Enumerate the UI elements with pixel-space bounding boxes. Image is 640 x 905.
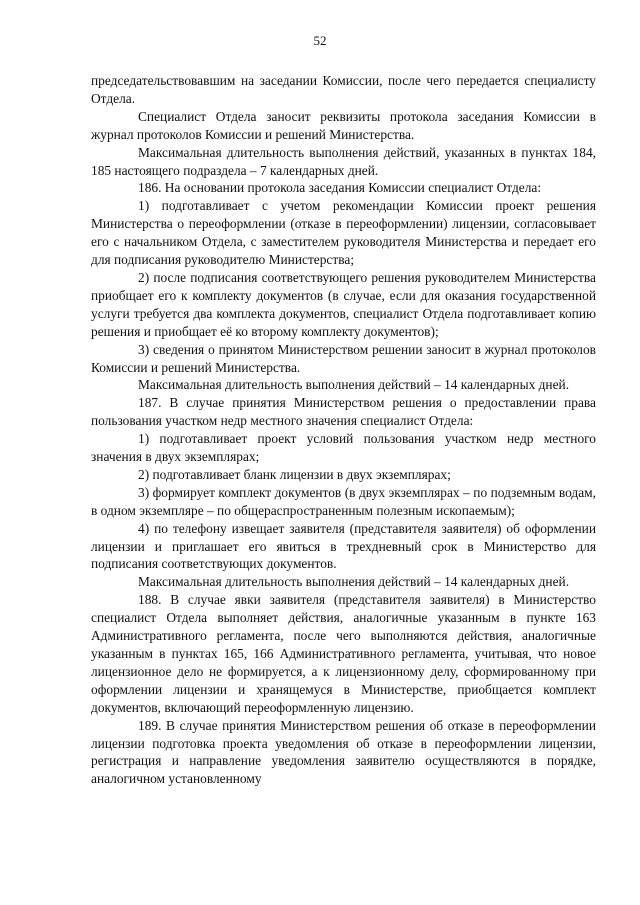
paragraph-4: 186. На основании протокола заседания Комиссии специалист Отдела: (138, 180, 542, 196)
paragraph-1: председательствовавшим на заседании Комиссии, после чего передается специалисту Отдела. (91, 73, 596, 106)
page-number: 52 (313, 33, 327, 48)
paragraph-3: Максимальная длительность выполнения действий, указанных в пунктах 184, 185 настоящего подраздела – 7 календарных дней. (91, 144, 596, 178)
document-body (91, 72, 596, 788)
paragraph-13: 4) по телефону извещает заявителя (представителя заявителя) об оформлении лицензии и приглашает его явиться в трехдневный срок в Министерство для подписания соответствующих документов. (91, 520, 596, 572)
paragraph-16: 189. В случае принятия Министерством решения об отказе в переоформлении лицензии подготовка проекта уведомления об отказе в переоформлении лицензии, регистрация и направление уведомления заявителю осуществляются в порядке, аналогичном установленному (91, 717, 596, 787)
paragraph-2: Специалист Отдела заносит реквизиты протокола заседания Комиссии в журнал протоколов Комиссии и решений Министерства. (91, 108, 596, 142)
paragraph-7: 3) сведения о принятом Министерством решении заносит в журнал протоколов Комиссии и решений Министерства. (91, 341, 596, 375)
paragraph-11: 2) подготавливает бланк лицензии в двух экземплярах; (138, 466, 451, 482)
paragraph-6: 2) после подписания соответствующего решения руководителем Министерства приобщает его к комплекту документов (в случае, если для оказания государственной услуги требуется два комплекта документов, специалист Отдела подготавливает копию решения и приобщает её ко второму комплекту документов); (91, 269, 596, 339)
paragraph-10: 1) подготавливает проект условий пользования участком недр местного значения в двух экземплярах; (91, 431, 596, 465)
paragraph-15: 188. В случае явки заявителя (представителя заявителя) в Министерство специалист Отдела выполняет действия, аналогичные указанным в пункте 163 Административного регламента, после чего выполняются действия, аналогичные указанным в пунктах 165, 166 Административного регламента, учитывая, что новое лицензионное дело не формируется, а к лицензионному делу, сформированному при оформлении лицензии и хранящемуся в Министерстве, приобщается комплект документов, включающий переоформленную лицензию. (91, 592, 596, 715)
paragraph-14: Максимальная длительность выполнения действий – 14 календарных дней. (138, 574, 570, 590)
paragraph-5: 1) подготавливает с учетом рекомендации Комиссии проект решения Министерства о переоформлении (отказе в переоформлении) лицензии, согласовывает его с начальником Отдела, с заместителем руководителя Министерства и передает его для подписания руководителю Министерства; (91, 198, 596, 268)
paragraph-12: 3) формирует комплект документов (в двух экземплярах – по подземным водам, в одном экземпляре – по общераспространенным полезным ископаемым); (91, 484, 596, 518)
paragraph-8: Максимальная длительность выполнения действий – 14 календарных дней. (138, 377, 570, 393)
paragraph-9: 187. В случае принятия Министерством решения о предоставлении права пользования участком недр местного значения специалист Отдела: (91, 395, 596, 429)
